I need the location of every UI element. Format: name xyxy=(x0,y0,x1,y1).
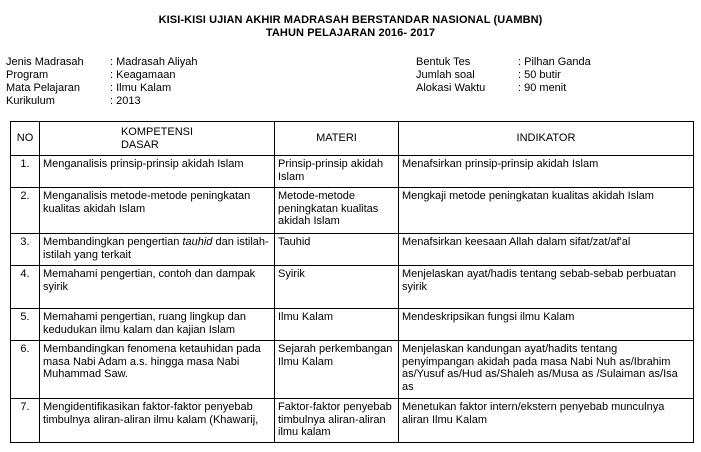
cell-kompetensi: Memahami pengertian, ruang lingkup dan kedudukan ilmu kalam dan kajian Islam xyxy=(40,309,275,341)
cell-kompetensi: Menganalisis metode-metode peningkatan kualitas akidah Islam xyxy=(40,188,275,234)
cell-indikator: Menafsirkan keesaan Allah dalam sifat/zat/af'al xyxy=(399,234,694,266)
cell-indikator: Mengkaji metode peningkatan kualitas akidah Islam xyxy=(399,188,694,234)
meta-bentuk-tes xyxy=(416,56,591,69)
cell-materi: Metode-metode peningkatan kualitas akidah Islam xyxy=(275,188,399,234)
meta-label: Jenis Madrasah xyxy=(6,56,84,68)
document-subtitle: TAHUN PELAJARAN 2016- 2017 xyxy=(265,27,436,39)
table-row xyxy=(11,188,694,234)
cell-indikator: Menjelaskan ayat/hadis tentang sebab-sebab perbuatan syirik xyxy=(399,266,694,309)
cell-kompetensi: Menganalisis prinsip-prinsip akidah Islam xyxy=(40,156,275,188)
cell-materi: Ilmu Kalam xyxy=(275,309,399,341)
meta-jenis-madrasah xyxy=(6,56,197,69)
cell-indikator: Menetukan faktor intern/ekstern penyebab munculnya aliran Ilmu Kalam xyxy=(399,399,694,443)
meta-alokasi-waktu xyxy=(416,82,591,95)
meta-mata-pelajaran xyxy=(6,82,197,95)
cell-no: 2. xyxy=(11,188,40,234)
table-row xyxy=(11,399,694,443)
header-kompetensi xyxy=(40,122,275,156)
cell-materi: Syirik xyxy=(275,266,399,309)
meta-value: : Keagamaan xyxy=(110,69,176,81)
cell-no: 5. xyxy=(11,309,40,341)
meta-label: Kurikulum xyxy=(6,95,55,107)
cell-kompetensi: Membandingkan fenomena ketauhidan pada masa Nabi Adam a.s. hingga masa Nabi Muhammad Saw. xyxy=(40,341,275,399)
meta-right xyxy=(416,56,591,95)
meta-jumlah-soal xyxy=(416,69,591,82)
header-kompetensi-line2: DASAR xyxy=(120,138,159,151)
table-row xyxy=(11,156,694,188)
kisi-kisi-table xyxy=(10,121,694,443)
meta-value: : Madrasah Aliyah xyxy=(110,56,198,68)
meta-kurikulum xyxy=(6,95,197,108)
header-indikator: INDIKATOR xyxy=(399,122,694,156)
meta-label: Mata Pelajaran xyxy=(6,82,80,94)
header-materi: MATERI xyxy=(275,122,399,156)
meta-value: : Pilhan Ganda xyxy=(518,56,591,68)
meta-left xyxy=(6,56,197,108)
cell-kompetensi: Mengidentifikasikan faktor-faktor penyebab timbulnya aliran-aliran ilmu kalam (Khawarij, xyxy=(40,399,275,443)
cell-materi: Tauhid xyxy=(275,234,399,266)
kompetensi-text: Membandingkan pengertian xyxy=(43,236,183,248)
cell-indikator: Menafsirkan prinsip-prinsip akidah Islam xyxy=(399,156,694,188)
table-row xyxy=(11,309,694,341)
table-row xyxy=(11,266,694,309)
kompetensi-term-tauhid: tauhid xyxy=(182,236,213,248)
meta-program xyxy=(6,69,197,82)
cell-materi: Sejarah perkembangan Ilmu Kalam xyxy=(275,341,399,399)
header-kompetensi-line1: KOMPETENSI xyxy=(120,126,194,138)
cell-kompetensi: Memahami pengertian, contoh dan dampak syirik xyxy=(40,266,275,309)
cell-materi: Prinsip-prinsip akidah Islam xyxy=(275,156,399,188)
cell-indikator: Mendeskripsikan fungsi ilmu Kalam xyxy=(399,309,694,341)
meta-value: : Ilmu Kalam xyxy=(110,82,172,94)
cell-no: 6. xyxy=(11,341,40,399)
meta-label: Jumlah soal xyxy=(416,69,475,81)
table-header-row xyxy=(11,122,694,156)
document-title: KISI-KISI UJIAN AKHIR MADRASAH BERSTANDAR NASIONAL (UAMBN) xyxy=(158,14,543,26)
cell-no: 7. xyxy=(11,399,40,443)
cell-materi: Faktor-faktor penyebab timbulnya aliran-aliran ilmu kalam xyxy=(275,399,399,443)
cell-no: 4. xyxy=(11,266,40,309)
meta-label: Bentuk Tes xyxy=(416,56,471,68)
cell-no: 3. xyxy=(11,234,40,266)
meta-label: Alokasi Waktu xyxy=(416,82,486,94)
header-no: NO xyxy=(11,122,40,156)
meta-value: : 90 menit xyxy=(518,82,567,94)
kompetensi-text: dan istilah-istilah yang terkait xyxy=(43,236,269,261)
table-row xyxy=(11,341,694,399)
table-row xyxy=(11,234,694,266)
meta-label: Program xyxy=(6,69,49,81)
cell-indikator: Menjelaskan kandungan ayat/hadits tentang penyimpangan akidah pada masa Nabi Nuh as/Ibrahim as/Yusuf as/Hud as/Shaleh as/Musa as /Sulaiman as/Isa as xyxy=(399,341,694,399)
meta-value: : 2013 xyxy=(110,95,141,107)
meta-value: : 50 butir xyxy=(518,69,561,81)
cell-no: 1. xyxy=(11,156,40,188)
cell-kompetensi xyxy=(40,234,275,266)
